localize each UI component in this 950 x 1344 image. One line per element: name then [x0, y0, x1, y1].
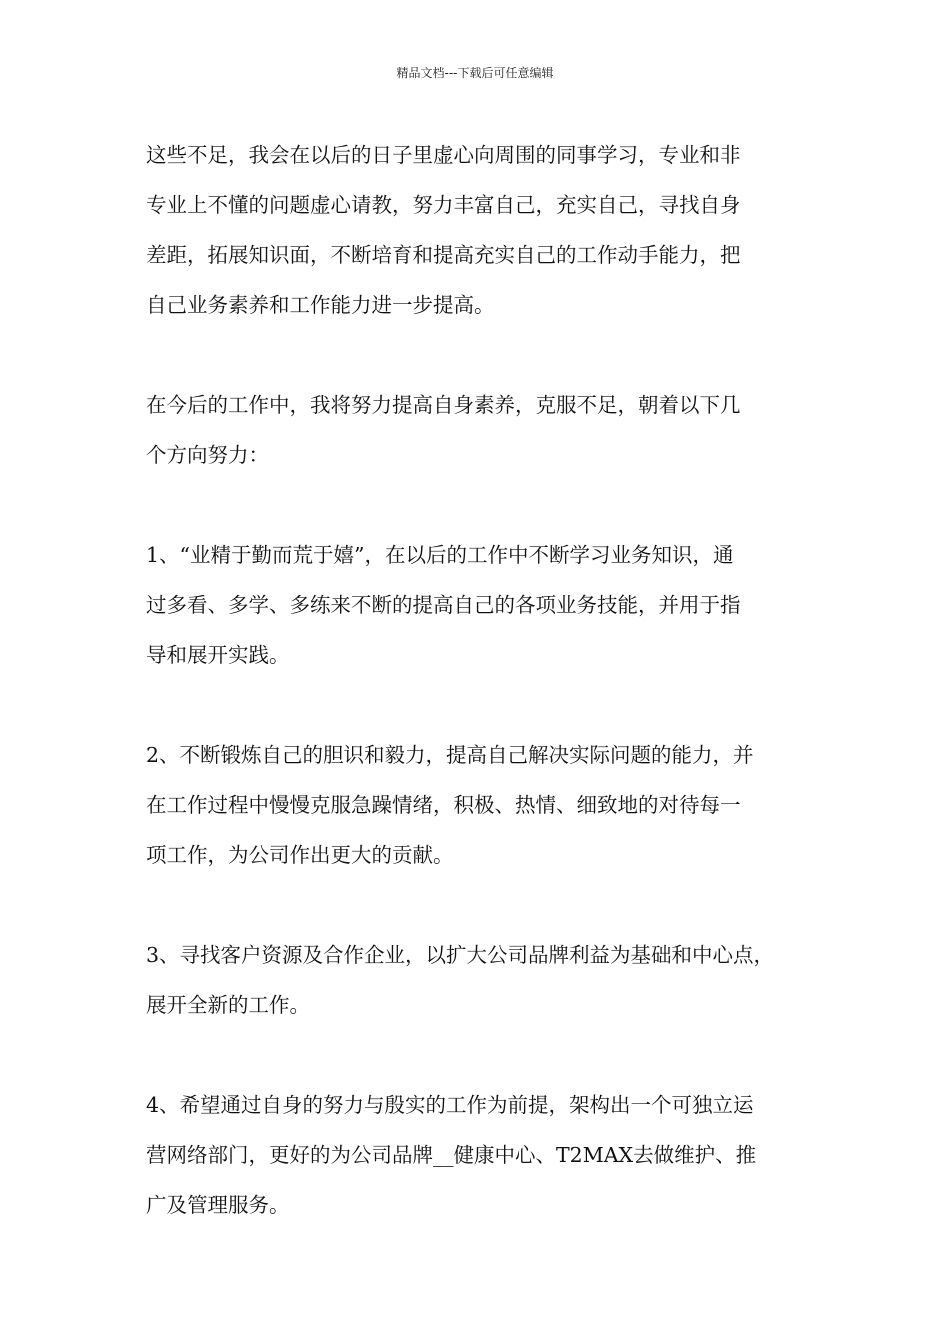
- text-line: 2、不断锻炼自己的胆识和毅力，提高自己解决实际问题的能力，并: [146, 743, 754, 767]
- text-line: 展开全新的工作。: [146, 993, 310, 1017]
- text-line: 自己业务素养和工作能力进一步提高。: [146, 293, 495, 317]
- paragraph: [146, 1080, 814, 1230]
- text-line: 3、寻找客户资源及合作企业，以扩大公司品牌利益为基础和中心点，: [146, 943, 775, 967]
- text-line: 专业上不懂的问题虚心请教，努力丰富自己，充实自己，寻找自身: [146, 193, 741, 217]
- document-body: [146, 130, 814, 1280]
- paragraph: [146, 730, 814, 880]
- text-line: 在今后的工作中，我将努力提高自身素养，克服不足，朝着以下几: [146, 393, 741, 417]
- text-line: 个方向努力：: [146, 443, 269, 467]
- paragraph: [146, 380, 814, 480]
- text-line: 4、希望通过自身的努力与殷实的工作为前提，架构出一个可独立运: [146, 1093, 754, 1117]
- text-line: 在工作过程中慢慢克服急躁情绪，积极、热情、细致地的对待每一: [146, 793, 741, 817]
- page-header: 精品文档---下载后可任意编辑: [396, 66, 554, 80]
- paragraph: [146, 130, 814, 330]
- text-line: 营网络部门，更好的为公司品牌__健康中心、T2MAX去做维护、推: [146, 1143, 757, 1167]
- text-line: 这些不足，我会在以后的日子里虚心向周围的同事学习，专业和非: [146, 143, 741, 167]
- text-line: 过多看、多学、多练来不断的提高自己的各项业务技能，并用于指: [146, 593, 741, 617]
- text-line: 差距，拓展知识面，不断培育和提高充实自己的工作动手能力，把: [146, 243, 741, 267]
- text-line: 项工作，为公司作出更大的贡献。: [146, 843, 454, 867]
- text-line: 广及管理服务。: [146, 1193, 290, 1217]
- paragraph: [146, 930, 814, 1030]
- text-line: 1、“业精于勤而荒于嬉”，在以后的工作中不断学习业务知识，通: [146, 543, 734, 567]
- paragraph: [146, 530, 814, 680]
- text-line: 导和展开实践。: [146, 643, 290, 667]
